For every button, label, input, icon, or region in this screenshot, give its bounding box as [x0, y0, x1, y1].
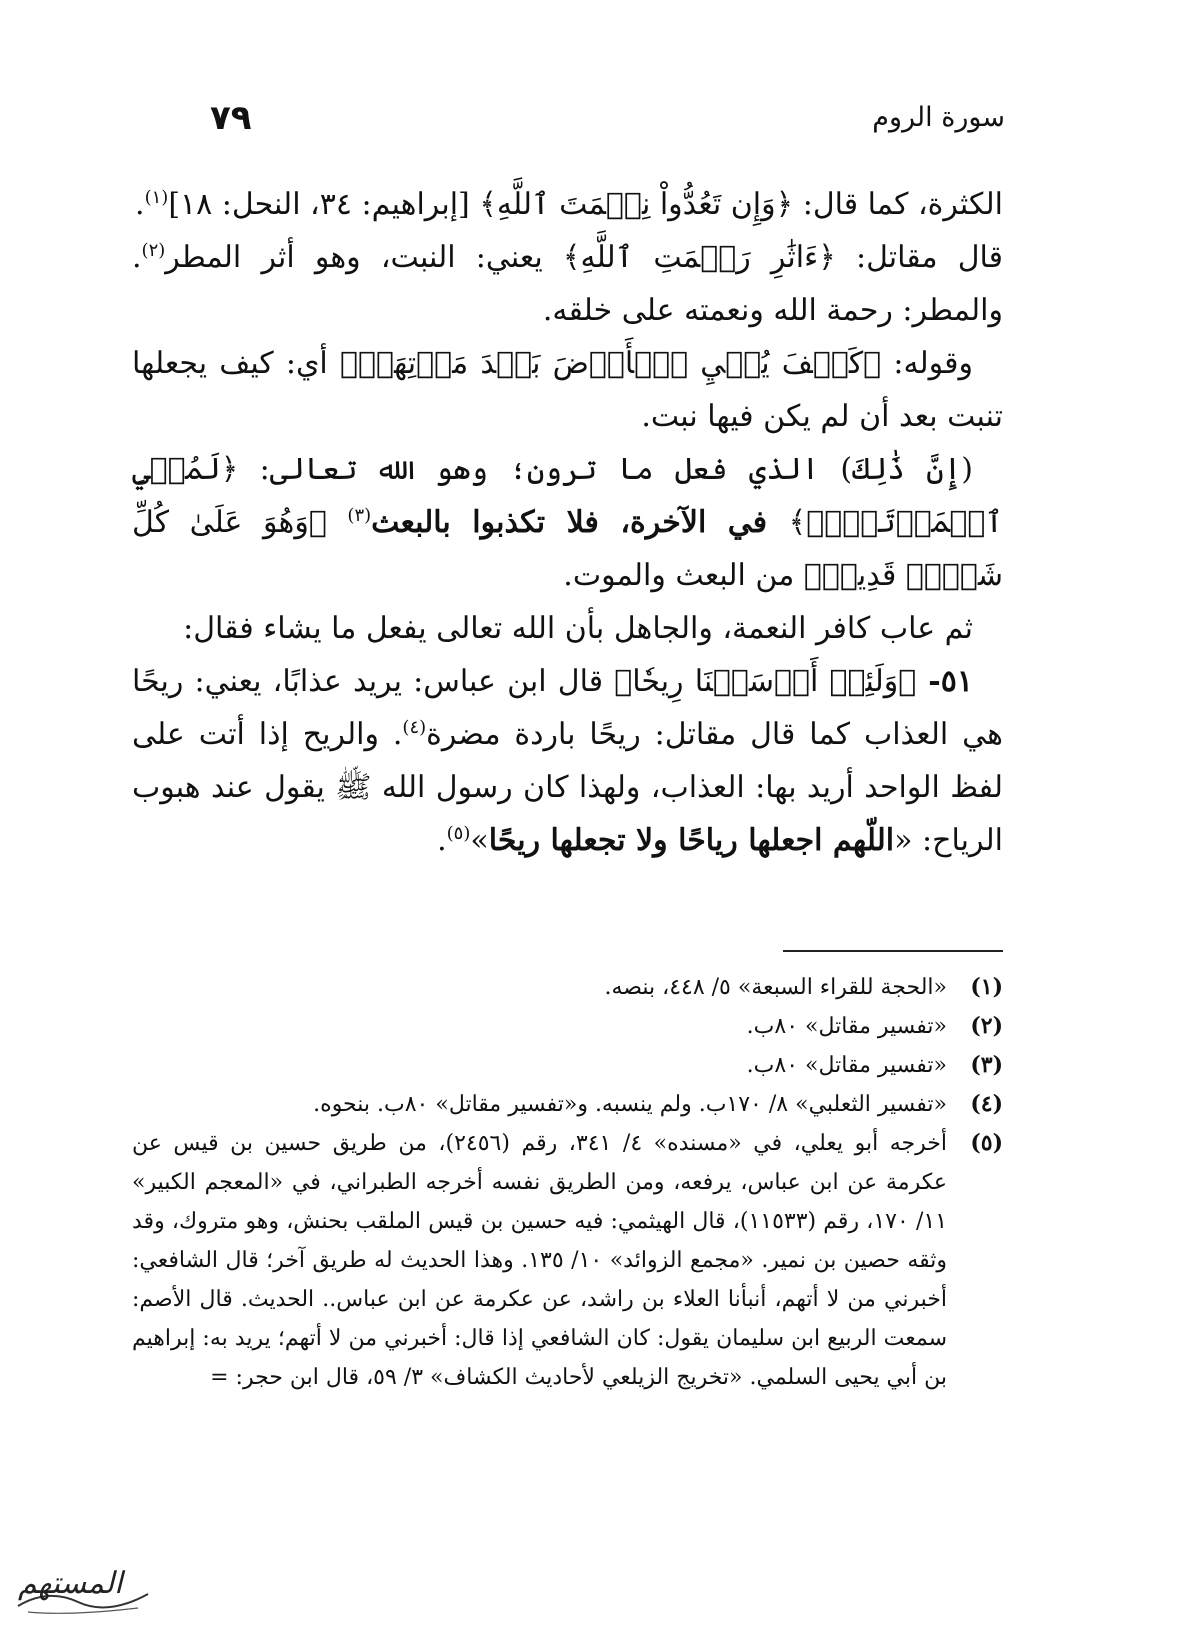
hadith-text: اللّهم اجعلها رياحًا ولا تجعلها ريحًا: [488, 823, 895, 858]
footnote-number: (٥): [970, 1130, 1003, 1156]
footnote-number: (٤): [970, 1091, 1003, 1117]
footnote-5: [132, 1124, 1003, 1397]
text: .: [437, 823, 447, 858]
footnote-divider: [783, 950, 1003, 952]
page-header: [210, 98, 1005, 148]
quran-verse: ﴿ءَاثَٰرِ رَحۡمَتِ ٱللَّهِ﴾: [562, 240, 836, 275]
footnote-ref: (٤): [402, 717, 427, 738]
text: ثم عاب كافر النعمة، والجاهل بأن الله تعالى يفعل ما يشاء فقال:: [183, 611, 973, 646]
text: »: [470, 823, 489, 858]
surah-title: سورة الروم: [872, 102, 1005, 133]
quran-verse: ﴿لَمُحۡيِ ٱلۡمَوۡتَىٰٓۖ﴾: [132, 452, 1003, 540]
text: . والمطر: رحمة الله ونعمته على خلقه.: [132, 240, 1003, 328]
text: (إِنَّ ذَٰلِكَ) الذي فعل ما ترون؛ وهو الله تعالى:: [238, 452, 973, 487]
paragraph-4: [132, 443, 1003, 602]
footnote-ref: (٥): [446, 823, 471, 844]
text: قال ابن عباس: يريد عذابًا، يعني: ريحًا هي العذاب كما قال مقاتل: ريحًا باردة مضرة: [132, 664, 1003, 752]
text: [إبراهيم: ٣٤، النحل: ١٨]: [168, 187, 480, 222]
footnote-text: «تفسير مقاتل» ٨٠ب.: [746, 1014, 947, 1039]
footnote-ref: (١): [144, 187, 169, 208]
footnote-text: «الحجة للقراء السبعة» ٥/ ٤٤٨، بنصه.: [604, 975, 947, 1000]
footnote-3: [132, 1046, 1003, 1085]
footnote-2: [132, 1007, 1003, 1046]
publisher-logo: [8, 1558, 158, 1620]
footnotes: [132, 968, 1003, 1397]
verse-number: ٥١-: [916, 664, 973, 699]
text: [327, 505, 348, 540]
quran-verse: ﴿وَإِن تَعُدُّواْ نِعۡمَتَ ٱللَّهِ﴾: [479, 187, 794, 222]
text: وقوله:: [881, 346, 973, 381]
footnote-text: «تفسير الثعلبي» ٨/ ١٧٠ب. ولم ينسبه. و«تفسير مقاتل» ٨٠ب. بنحوه.: [313, 1092, 947, 1117]
page-number: ٧٩: [210, 98, 252, 138]
footnote-number: (٣): [970, 1052, 1003, 1078]
paragraph-3: [132, 337, 1003, 443]
text: أي: كيف يجعلها تنبت بعد أن لم يكن فيها نبت.: [132, 346, 1003, 434]
text: .: [135, 187, 145, 222]
quran-verse: ﴿كَيۡفَ يُحۡيِ ٱلۡأَرۡضَ بَعۡدَ مَوۡتِهَآۚ﴾: [339, 346, 882, 381]
text: . والريح إذا أتت على لفظ الواحد أريد بها: العذاب، ولهذا كان رسول الله ﷺ يقول عند هبوب الرياح: «: [132, 717, 1003, 858]
text: من البعث والموت.: [563, 558, 804, 593]
logo-text: المستهم: [18, 1566, 123, 1601]
footnote-number: (١): [970, 974, 1003, 1000]
text: يعني: النبت، وهو أثر المطر: [165, 240, 563, 275]
paragraph-1: [132, 178, 1003, 231]
footnote-text: «تفسير مقاتل» ٨٠ب.: [746, 1053, 947, 1078]
main-text: [132, 178, 1003, 867]
quran-verse: ﴿وَلَئِنۡ أَرۡسَلۡنَا رِيحٗا﴾: [614, 664, 917, 699]
footnote-text: أخرجه أبو يعلي، في «مسنده» ٤/ ٣٤١، رقم (٢٤٥٦)، من طريق حسين بن قيس عن عكرمة عن ابن عباس، يرفعه، ومن الطريق نفسه أخرجه الطبراني، في «المعجم الكبير» ١١/ ١٧٠، رقم (١١٥٣٣)، قال الهيثمي: فيه حسين بن قيس الملقب بحنش، وهو متروك، وقد وثقه حصين بن نمير. «مجمع الزوائد» ١٠/ ١٣٥. وهذا الحديث له طريق آخر؛ قال الشافعي: أخبرني من لا أتهم، أنبأنا العلاء بن راشد، عن عكرمة عن ابن عباس.. الحديث. قال الأصم: سمعت الربيع ابن سليمان يقول: كان الشافعي إذا قال: أخبرني من لا أتهم؛ يريد به: إبراهيم بن أبي يحيى السلمي. «تخريج الزيلعي لأحاديث الكشاف» ٣/ ٥٩، قال ابن حجر: =: [132, 1131, 948, 1390]
footnote-ref: (٢): [141, 240, 166, 261]
footnote-number: (٢): [970, 1013, 1003, 1039]
text: الكثرة، كما قال:: [793, 187, 1003, 222]
paragraph-5: [132, 602, 1003, 655]
footnote-ref: (٣): [347, 505, 372, 526]
quran-verse: ﴿وَهُوَ عَلَىٰ كُلِّ شَيۡءٖ قَدِيرٞ﴾: [132, 505, 1003, 593]
text: قال مقاتل:: [835, 240, 1003, 275]
footnote-1: [132, 968, 1003, 1007]
text: في الآخرة، فلا تكذبوا بالبعث: [371, 505, 789, 540]
footnote-4: [132, 1085, 1003, 1124]
paragraph-2: [132, 231, 1003, 337]
paragraph-6: [132, 655, 1003, 867]
